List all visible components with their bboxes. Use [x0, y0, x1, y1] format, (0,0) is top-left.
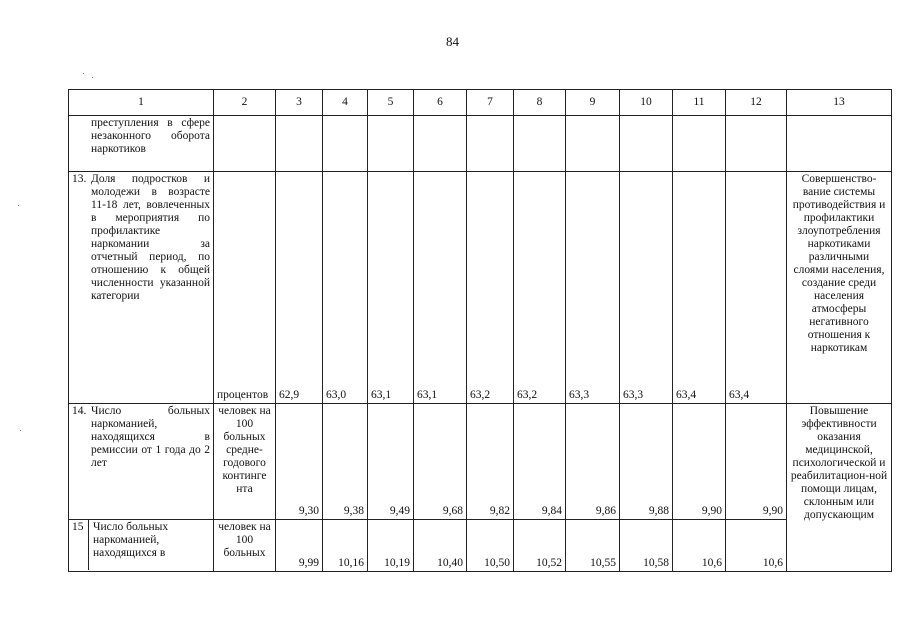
value-cell: 10,40	[414, 520, 467, 572]
value-cell: 63,3	[620, 172, 673, 404]
indicator-text: преступления в сфере незаконного оборота наркотиков	[91, 117, 210, 155]
page-number: 84	[446, 34, 459, 49]
value-cell: 63,1	[414, 172, 467, 404]
value-cell: 9,84	[514, 404, 566, 520]
value-cell: 10,6	[673, 520, 726, 572]
value-cell: 9,99	[276, 520, 323, 572]
scan-speck	[83, 73, 84, 74]
value-cell: 10,55	[566, 520, 620, 572]
header-cell: 2	[214, 90, 276, 116]
value-cell: 63,4	[673, 172, 726, 404]
unit-cell: человек на 100 больных средне-годового континге нта	[214, 404, 276, 520]
value-cell: 10,52	[514, 520, 566, 572]
value-cell: 9,49	[368, 404, 414, 520]
header-cell: 5	[368, 90, 414, 116]
value-cell: 9,30	[276, 404, 323, 520]
header-cell: 3	[276, 90, 323, 116]
table-row	[69, 520, 892, 572]
indicator-cell	[69, 404, 214, 520]
result-cell: Повышение эффективности оказания медицинской, психологической и реабилитацион-ной помощи лицам, склонным или допускающим	[787, 404, 892, 572]
value-cell: 63,4	[726, 172, 787, 404]
table-row	[69, 404, 892, 520]
value-cell: 10,50	[467, 520, 514, 572]
scan-speck	[18, 205, 19, 206]
value-cell: 10,58	[620, 520, 673, 572]
value-cell: 10,19	[368, 520, 414, 572]
row-number: 15	[69, 520, 89, 570]
table-row	[69, 116, 892, 172]
value-cell: 10,6	[726, 520, 787, 572]
value-cell: 9,86	[566, 404, 620, 520]
value-cell: 63,3	[566, 172, 620, 404]
value-cell: 62,9	[276, 172, 323, 404]
table-row	[69, 172, 892, 404]
header-cell: 11	[673, 90, 726, 116]
value-cell: 9,68	[414, 404, 467, 520]
value-cell: 63,0	[323, 172, 368, 404]
value-cell: 63,2	[514, 172, 566, 404]
header-cell: 8	[514, 90, 566, 116]
value-cell: 63,2	[467, 172, 514, 404]
value-cell: 9,38	[323, 404, 368, 520]
unit-cell: человек на 100 больных	[214, 520, 276, 572]
header-cell: 1	[69, 90, 214, 116]
header-cell: 12	[726, 90, 787, 116]
scan-speck	[92, 77, 93, 78]
header-cell: 6	[414, 90, 467, 116]
indicators-table	[68, 89, 892, 572]
value-cell: 9,82	[467, 404, 514, 520]
value-cell: 9,90	[673, 404, 726, 520]
indicator-cell	[69, 116, 214, 172]
value-cell: 63,1	[368, 172, 414, 404]
indicator-cell	[69, 172, 214, 404]
header-cell: 7	[467, 90, 514, 116]
unit-cell: процентов	[214, 172, 276, 404]
row-number: 13.	[72, 173, 87, 185]
result-cell: Совершенство-вание системы противодействия и профилактики злоупотребления наркотиками различными слоями населения, создание среди населения атмосферы негативного отношения к наркотикам	[787, 172, 892, 404]
row-number: 14.	[72, 405, 87, 417]
header-cell: 9	[566, 90, 620, 116]
indicator-cell	[69, 520, 214, 572]
indicator-text: Число больных наркоманией, находящихся в	[93, 521, 169, 559]
value-cell: 10,16	[323, 520, 368, 572]
header-cell: 13	[787, 90, 892, 116]
header-cell: 4	[323, 90, 368, 116]
value-cell: 9,88	[620, 404, 673, 520]
table-header-row	[69, 90, 892, 116]
scan-speck	[20, 430, 21, 431]
indicator-text: Доля подростков и молодежи в возрасте 11-18 лет, вовлеченных в мероприятия по профилактике наркомании за отчетный период, по отношению к общей численности указанной категории	[91, 173, 210, 302]
value-cell: 9,90	[726, 404, 787, 520]
header-cell: 10	[620, 90, 673, 116]
indicator-text: Число больных наркоманией, находящихся в ремиссии от 1 года до 2 лет	[91, 405, 210, 469]
